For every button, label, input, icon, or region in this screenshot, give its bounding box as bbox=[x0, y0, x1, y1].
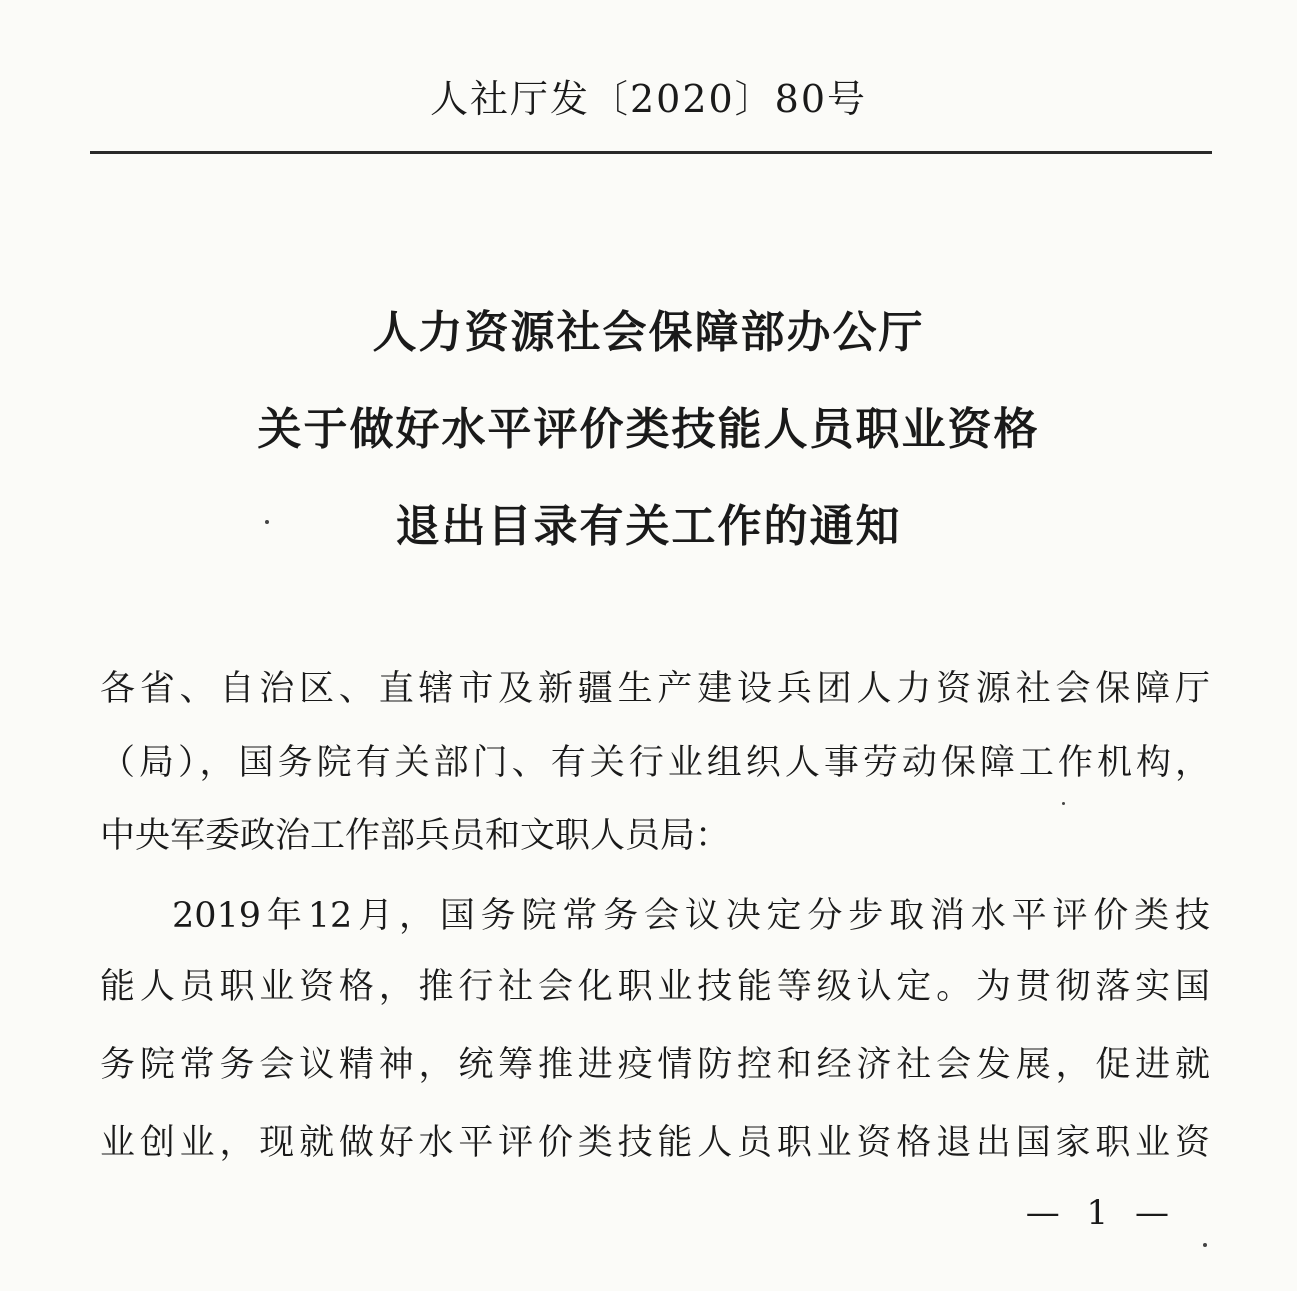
title-line-1: 人力资源社会保障部办公厅 bbox=[372, 307, 925, 358]
addressee-line-1: 各省、自治区、直辖市及新疆生产建设兵团人力资源社会保障厅 bbox=[100, 669, 1210, 709]
body-paragraph-line-1: 2019年12月，国务院常务会议决定分步取消水平评价类技 bbox=[172, 896, 1210, 936]
body-paragraph-line-4: 业创业，现就做好水平评价类技能人员职业资格退出国家职业资 bbox=[100, 1123, 1210, 1163]
addressee-line-3: 中央军委政治工作部兵员和文职人员局： bbox=[100, 816, 731, 856]
addressee-line-2: （局），国务院有关部门、有关行业组织人事劳动保障工作机构， bbox=[100, 743, 1210, 783]
body-paragraph-line-2: 能人员职业资格，推行社会化职业技能等级认定。为贯彻落实国 bbox=[100, 967, 1210, 1007]
title-line-2: 关于做好水平评价类技能人员职业资格 bbox=[257, 404, 1040, 455]
document-number: 人社厅发〔2020〕80号 bbox=[429, 77, 868, 121]
scan-speck bbox=[1203, 1243, 1207, 1247]
page-number: — 1 — bbox=[1025, 1193, 1177, 1233]
title-line-3: 退出目录有关工作的通知 bbox=[395, 501, 902, 552]
scan-speck bbox=[1062, 802, 1065, 805]
header-divider bbox=[90, 151, 1212, 154]
scan-speck bbox=[265, 520, 269, 524]
body-paragraph-line-3: 务院常务会议精神，统筹推进疫情防控和经济社会发展，促进就 bbox=[100, 1045, 1210, 1085]
